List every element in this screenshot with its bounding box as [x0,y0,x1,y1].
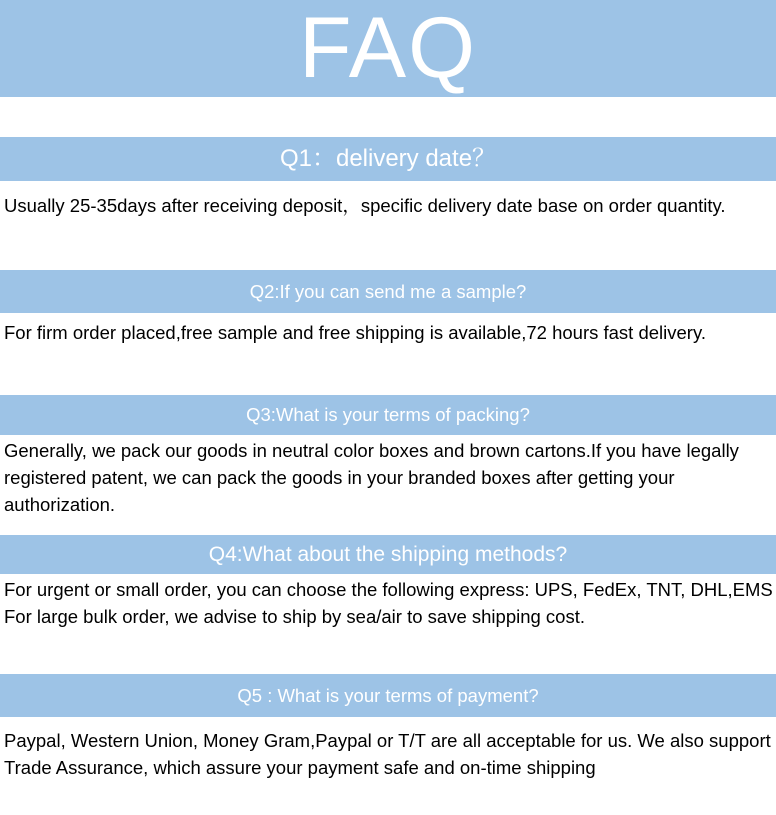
faq-question-1 [0,137,776,181]
faq-question-2 [0,270,776,313]
faq-answer-2: For firm order placed,free sample and free shipping is available,72 hours fast delivery. [4,322,706,343]
faq-question-1-text: Q1：delivery date？ [279,145,497,172]
faq-answer-3: Generally, we pack our goods in neutral color boxes and brown cartons.If you have legally registered patent, we can pack the goods in your branded boxes after getting your authorization. [4,440,739,515]
faq-title-banner [0,0,776,97]
faq-answer-4: For urgent or small order, you can choose the following express: UPS, FedEx, TNT, DHL,EMS For large bulk order, we advise to ship by sea/air to save shipping cost. [4,579,773,627]
faq-question-5 [0,674,776,717]
faq-question-2-text: Q2:If you can send me a sample? [249,281,527,302]
page-title: FAQ [298,0,478,96]
faq-question-3 [0,395,776,435]
faq-answer-1: Usually 25-35days after receiving deposit，specific delivery date base on order quantity. [4,195,726,216]
faq-answer-5: Paypal, Western Union, Money Gram,Paypal or T/T are all acceptable for us. We also support Trade Assurance, which assure your payment safe and on-time shipping [4,730,771,778]
faq-question-4-text: Q4:What about the shipping methods? [208,543,568,566]
faq-question-3-text: Q3:What is your terms of packing? [246,404,530,425]
faq-question-5-text: Q5 : What is your terms of payment? [237,685,539,706]
faq-question-4 [0,535,776,574]
